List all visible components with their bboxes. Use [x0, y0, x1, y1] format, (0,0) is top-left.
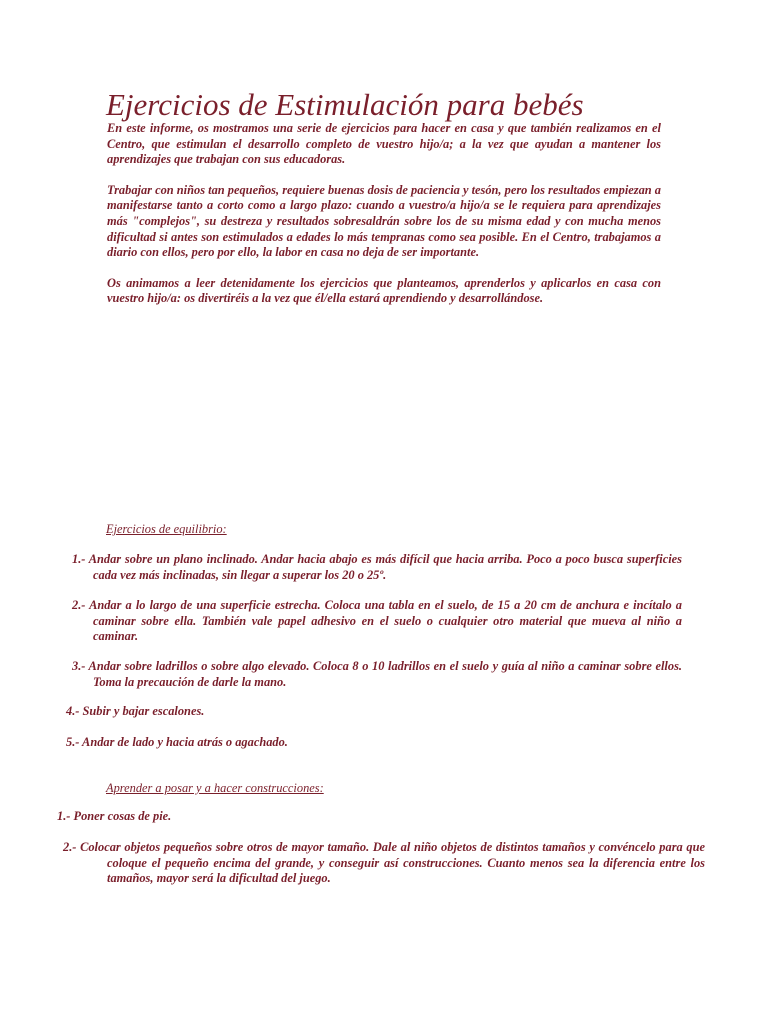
- list-item: 5.- Andar de lado y hacia atrás o agachado.: [66, 735, 288, 749]
- list-item: 3.- Andar sobre ladrillos o sobre algo elevado. Coloca 8 o 10 ladrillos en el suelo y guía al niño a caminar sobre ellos. Toma la precaución de darle la mano.: [72, 659, 682, 689]
- intro-paragraph-3: Os animamos a leer detenidamente los ejercicios que planteamos, aprenderlos y aplicarlos en casa con vuestro hijo/a: os divertiréis a la vez que él/ella estará aprendiendo y desarrollándose.: [107, 275, 661, 306]
- intro-paragraph-2: Trabajar con niños tan pequeños, requiere buenas dosis de paciencia y tesón, pero los resultados empiezan a manifestarse tanto a corto como a largo plazo: cuando a vuestro/a hijo/a se le requiera para aprendizajes más "complejos", su destreza y resultados sobresaldrán sobre los de su misma edad y con mucha menos dificultad si antes son estimulados a edades lo más tempranas como sea posible. En el Centro, trabajamos a diario con ellos, pero por ello, la labor en casa no deja de ser importante.: [107, 182, 661, 260]
- list-item: 2.- Andar a lo largo de una superficie estrecha. Coloca una tabla en el suelo, de 15 a 20 cm de anchura e incítalo a caminar sobre ella. También vale papel adhesivo en el suelo o cualquier otro material que mueva al niño a caminar.: [72, 598, 682, 644]
- document-title: Ejercicios de Estimulación para bebés: [106, 87, 584, 122]
- intro-paragraph-1: En este informe, os mostramos una serie de ejercicios para hacer en casa y que también realizamos en el Centro, que estimulan el desarrollo completo de vuestro hijo/a; a la vez que ayudan a mantener los aprendizajes que trabajan con sus educadoras.: [107, 121, 661, 167]
- list-item: 1.- Andar sobre un plano inclinado. Andar hacia abajo es más difícil que hacia arriba. Poco a poco busca superficies cada vez más inclinadas, sin llegar a superar los 20 o 25º.: [72, 552, 682, 582]
- list-item: 4.- Subir y bajar escalones.: [66, 704, 205, 718]
- list-item: 2.- Colocar objetos pequeños sobre otros de mayor tamaño. Dale al niño objetos de distintos tamaños y convéncelo para que coloque el pequeño encima del grande, y conseguir así construcciones. Cuanto menos sea la diferencia entre los tamaños, mayor será la dificultad del juego.: [63, 840, 705, 886]
- section-heading-construcciones: Aprender a posar y a hacer construcciones:: [106, 781, 324, 795]
- list-item: 1.- Poner cosas de pie.: [57, 809, 172, 823]
- intro-block: [107, 121, 661, 322]
- section-heading-equilibrio: Ejercicios de equilibrio:: [106, 522, 227, 536]
